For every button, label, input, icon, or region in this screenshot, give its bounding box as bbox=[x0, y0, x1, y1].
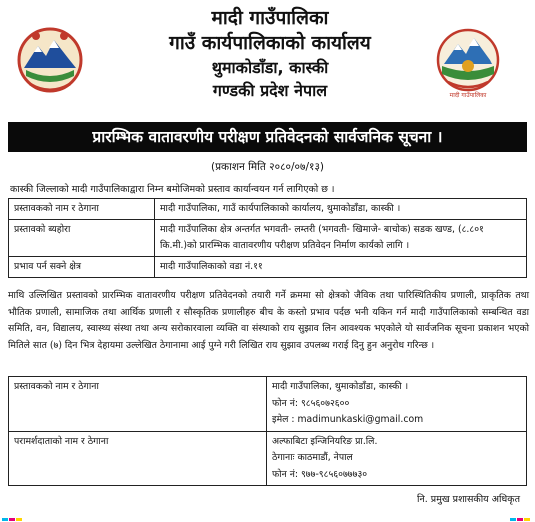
table-cell-key: परामर्शदाताको नाम र ठेगाना bbox=[9, 431, 267, 486]
municipality-name: मादी गाउँपालिका bbox=[211, 7, 329, 29]
table-row bbox=[9, 377, 527, 432]
header-title-block bbox=[120, 6, 420, 102]
madi-rural-municipality-logo-icon bbox=[434, 22, 502, 102]
province-name: गण्डकी प्रदेश नेपाल bbox=[212, 81, 328, 100]
table-cell-value: मादी गाउँपालिका क्षेत्र अन्तर्गत भगवती- लम्तरी (भगवती- खिमाजे- बाचोक) सडक खण्ड, (८.८०१ कि.मी.)को प्रारम्भिक वातावरणीय परीक्षण प्रतिवेदन निर्माण कार्यको लागि । bbox=[155, 220, 527, 257]
proposal-table bbox=[8, 198, 527, 278]
notice-title-banner: प्रारम्भिक वातावरणीय परीक्षण प्रतिवेदनको सार्वजनिक सूचना । bbox=[8, 122, 527, 152]
print-registration-marks bbox=[0, 512, 535, 522]
proposer-address: मादी गाउँपालिका, थुमाकोडाँडा, कास्की । bbox=[272, 381, 409, 392]
table-cell-key: प्रभाव पर्न सक्ने क्षेत्र bbox=[9, 257, 155, 278]
table-cell-key: प्रस्तावको ब्यहोरा bbox=[9, 220, 155, 257]
office-name: गाउँ कार्यपालिकाको कार्यालय bbox=[169, 32, 371, 54]
nepal-government-emblem-icon bbox=[16, 22, 84, 98]
office-address: थुमाकोडाँडा, कास्की bbox=[211, 58, 329, 77]
consultant-phone: फोन नं: ९७७-९८५६०७७७३० bbox=[272, 468, 368, 480]
contact-table bbox=[8, 376, 527, 486]
table-cell-value: मादी गाउँपालिका, गाउँ कार्यपालिकाको कार्यालय, थुमाकोडाँडा, कास्की । bbox=[155, 199, 527, 220]
proposer-email: इमेल : madimunkaski@gmail.com bbox=[272, 414, 424, 425]
table-row bbox=[9, 431, 527, 486]
table-cell-key: प्रस्तावकको नाम र ठेगाना bbox=[9, 199, 155, 220]
publication-date: (प्रकाशन मिति २०८०/०७/१३) bbox=[210, 161, 325, 173]
consultant-address: ठेगानाः काठमाडौं, नेपाल bbox=[272, 452, 353, 463]
table-row bbox=[9, 220, 527, 257]
table-cell-value bbox=[267, 431, 527, 486]
table-cell-value: मादी गाउँपालिकाको वडा नं.११ bbox=[155, 257, 527, 278]
consultant-name: अल्फाबिटा इन्जिनियरिङ प्रा.लि. bbox=[272, 435, 378, 447]
signature-line: नि. प्रमुख प्रशासकीय अधिकृत bbox=[417, 494, 520, 505]
right-logo-caption: मादी गाउँपालिका bbox=[449, 92, 487, 99]
table-row bbox=[9, 199, 527, 220]
table-cell-value bbox=[267, 377, 527, 432]
notice-paragraph: माथि उल्लिखित प्रस्तावको प्रारम्भिक वातावरणीय परीक्षण प्रतिवेदनको तयारी गर्ने क्रममा सो क्षेत्रको जैविक तथा पारिस्थितिकीय प्रणाली, प्राकृतिक तथा भौतिक प्रणाली, सामाजिक तथा आर्थिक प्रणाली र सौस्कृतिक प्रणालीहरु बीच के कस्तो प्रभाव पर्दछ भनी यकिन गर्न मादी गाउँपालिकाको सम्बन्धित वडा समिति, वन, विद्यालय, स्वास्थ्य संस्था तथा अन्य सरोकारवाला व्यक्ति वा संस्थाको राय सुझाव लिन आवश्यक भएकोले यो सार्वजनिक सूचना प्रकाशन भएको मितिले सात (७) दिन भित्र देहायमा उल्लेखित ठेगानामा आई पुग्ने गरी लिखित राय सुझाव उपलब्ध गराई दिनु हुन अनुरोध गरिन्छ । bbox=[8, 290, 529, 351]
proposer-phone: फोन नं: ९८५६०७२६०० bbox=[272, 397, 350, 409]
header bbox=[0, 0, 535, 118]
table-row bbox=[9, 257, 527, 278]
table-cell-key: प्रस्तावकको नाम र ठेगाना bbox=[9, 377, 267, 432]
intro-text: कास्की जिल्लाको मादी गाउँपालिकाद्वारा निम्न बमोजिमको प्रस्ताव कार्यान्वयन गर्न लागिएको छ । bbox=[10, 184, 335, 195]
